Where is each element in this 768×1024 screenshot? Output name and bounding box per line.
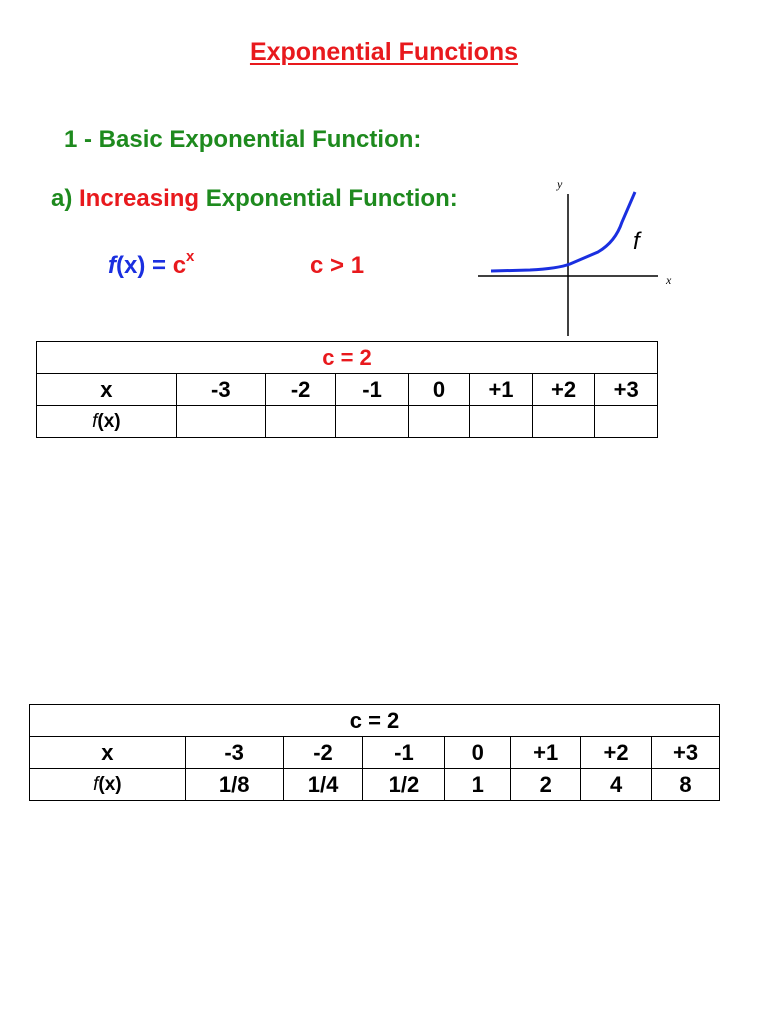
formula-f: f <box>108 252 116 279</box>
table-caption-row <box>30 705 720 737</box>
y-axis-label: y <box>557 177 563 191</box>
x-value-cell: +1 <box>470 374 533 406</box>
x-value-cell: +3 <box>652 737 720 769</box>
section-heading: 1 - Basic Exponential Function: <box>64 126 422 153</box>
subheading <box>51 185 458 213</box>
curve-label: f <box>633 228 640 255</box>
fx-value-cell <box>532 406 595 438</box>
table-caption: c = 2 <box>37 342 658 374</box>
function-formula <box>108 248 195 280</box>
fx-value-cell: 8 <box>652 769 720 801</box>
x-value-cell: -1 <box>363 737 445 769</box>
formula-lhs <box>108 252 173 279</box>
subheading-highlight: Increasing <box>79 185 200 212</box>
row-header-x: x <box>30 737 186 769</box>
formula-lhs-rest: (x) = <box>116 252 173 279</box>
x-value-cell: +1 <box>511 737 581 769</box>
fx-value-cell <box>336 406 408 438</box>
x-value-cell: 0 <box>408 374 469 406</box>
x-value-cell: +2 <box>532 374 595 406</box>
x-value-cell: -1 <box>336 374 408 406</box>
fx-value-cell: 1/4 <box>283 769 363 801</box>
table-caption: c = 2 <box>30 705 720 737</box>
subheading-rest: Exponential Function: <box>199 185 458 212</box>
fx-row <box>37 406 658 438</box>
table-caption-row <box>37 342 658 374</box>
row-header-fx <box>30 769 186 801</box>
x-value-cell: +3 <box>595 374 658 406</box>
fx-value-cell <box>595 406 658 438</box>
fx-value-cell <box>470 406 533 438</box>
fx-value-cell <box>408 406 469 438</box>
x-row <box>30 737 720 769</box>
fx-value-cell: 2 <box>511 769 581 801</box>
formula-exponent: x <box>186 248 195 265</box>
values-table-empty <box>36 341 658 438</box>
values-table-filled <box>29 704 720 801</box>
x-value-cell: -3 <box>185 737 283 769</box>
row-header-x: x <box>37 374 177 406</box>
subheading-prefix: a) <box>51 185 80 212</box>
fx-value-cell: 1/2 <box>363 769 445 801</box>
row-header-fx <box>37 406 177 438</box>
x-row <box>37 374 658 406</box>
exponential-curve <box>491 192 635 271</box>
row-header-fx-f: f <box>92 410 98 432</box>
fx-value-cell: 1/8 <box>185 769 283 801</box>
x-value-cell: -3 <box>176 374 265 406</box>
x-axis-label: x <box>666 273 672 287</box>
page-title: Exponential Functions <box>249 38 519 66</box>
x-value-cell: -2 <box>265 374 335 406</box>
row-header-fx-f: f <box>93 773 99 795</box>
base-condition: c > 1 <box>310 252 365 279</box>
row-header-fx-rest: (x) <box>97 410 121 432</box>
formula-base: c <box>172 252 187 279</box>
row-header-fx-rest: (x) <box>98 773 122 795</box>
x-value-cell: -2 <box>283 737 363 769</box>
fx-value-cell <box>176 406 265 438</box>
fx-value-cell <box>265 406 335 438</box>
x-value-cell: 0 <box>445 737 511 769</box>
fx-row <box>30 769 720 801</box>
fx-value-cell: 4 <box>581 769 652 801</box>
formula-rhs <box>172 248 195 279</box>
fx-value-cell: 1 <box>445 769 511 801</box>
x-value-cell: +2 <box>581 737 652 769</box>
exponential-graph <box>470 172 690 340</box>
